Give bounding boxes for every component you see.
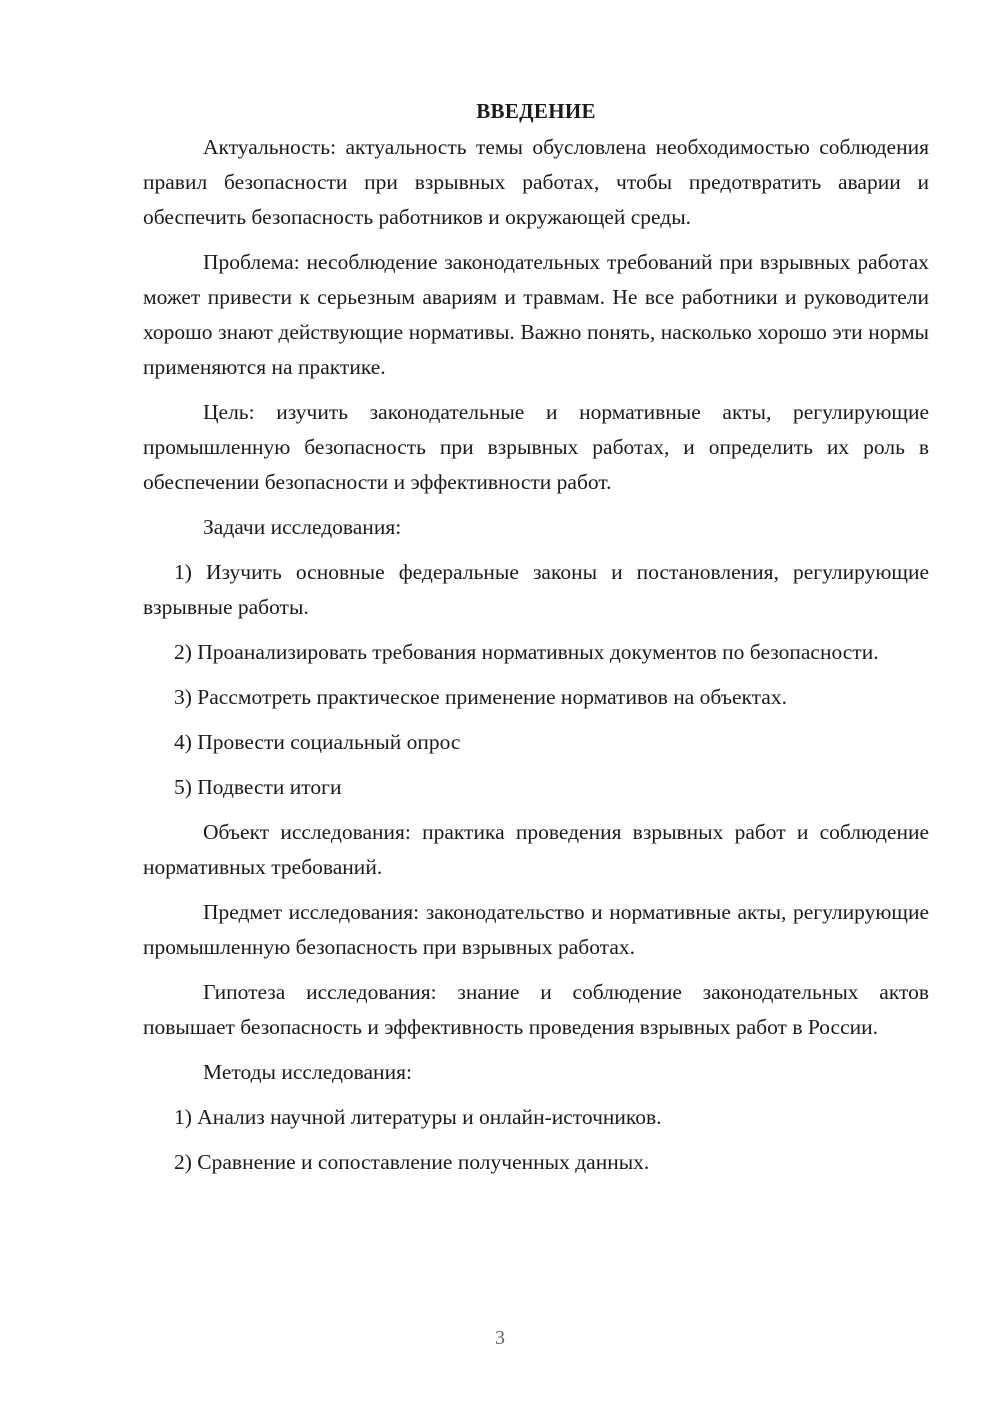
method-item-1: 1) Анализ научной литературы и онлайн-источников. — [174, 1105, 662, 1129]
paragraph-hypothesis: Гипотеза исследования: знание и соблюдение законодательных актов повышает безопасность и эффективность проведения взрывных работ в России. — [143, 980, 929, 1039]
page-content — [143, 96, 929, 1190]
paragraph-problem: Проблема: несоблюдение законодательных требований при взрывных работах может привести к серьезным авариям и травмам. Не все работники и руководители хорошо знают действующие нормативы. Важно понять, насколько хорошо эти нормы применяются на практике. — [143, 250, 929, 379]
task-item-2: 2) Проанализировать требования нормативных документов по безопасности. — [174, 640, 879, 664]
page-number: 3 — [495, 1327, 505, 1349]
tasks-heading: Задачи исследования: — [203, 515, 402, 539]
paragraph-relevance: Актуальность: актуальность темы обусловлена необходимостью соблюдения правил безопасности при взрывных работах, чтобы предотвратить аварии и обеспечить безопасность работников и окружающей среды. — [143, 135, 929, 229]
task-item-4: 4) Провести социальный опрос — [174, 730, 461, 754]
methods-heading: Методы исследования: — [203, 1060, 412, 1084]
task-item-5: 5) Подвести итоги — [174, 775, 342, 799]
paragraph-goal: Цель: изучить законодательные и нормативные акты, регулирующие промышленную безопасность при взрывных работах, и определить их роль в обеспечении безопасности и эффективности работ. — [143, 400, 929, 494]
task-item-3: 3) Рассмотреть практическое применение нормативов на объектах. — [174, 685, 787, 709]
paragraph-object: Объект исследования: практика проведения взрывных работ и соблюдение нормативных требований. — [143, 820, 929, 879]
paragraph-subject: Предмет исследования: законодательство и нормативные акты, регулирующие промышленную безопасность при взрывных работах. — [143, 900, 929, 959]
section-title: ВВЕДЕНИЕ — [476, 99, 596, 123]
task-item-1: 1) Изучить основные федеральные законы и постановления, регулирующие взрывные работы. — [143, 560, 929, 619]
method-item-2: 2) Сравнение и сопоставление полученных данных. — [174, 1150, 650, 1174]
